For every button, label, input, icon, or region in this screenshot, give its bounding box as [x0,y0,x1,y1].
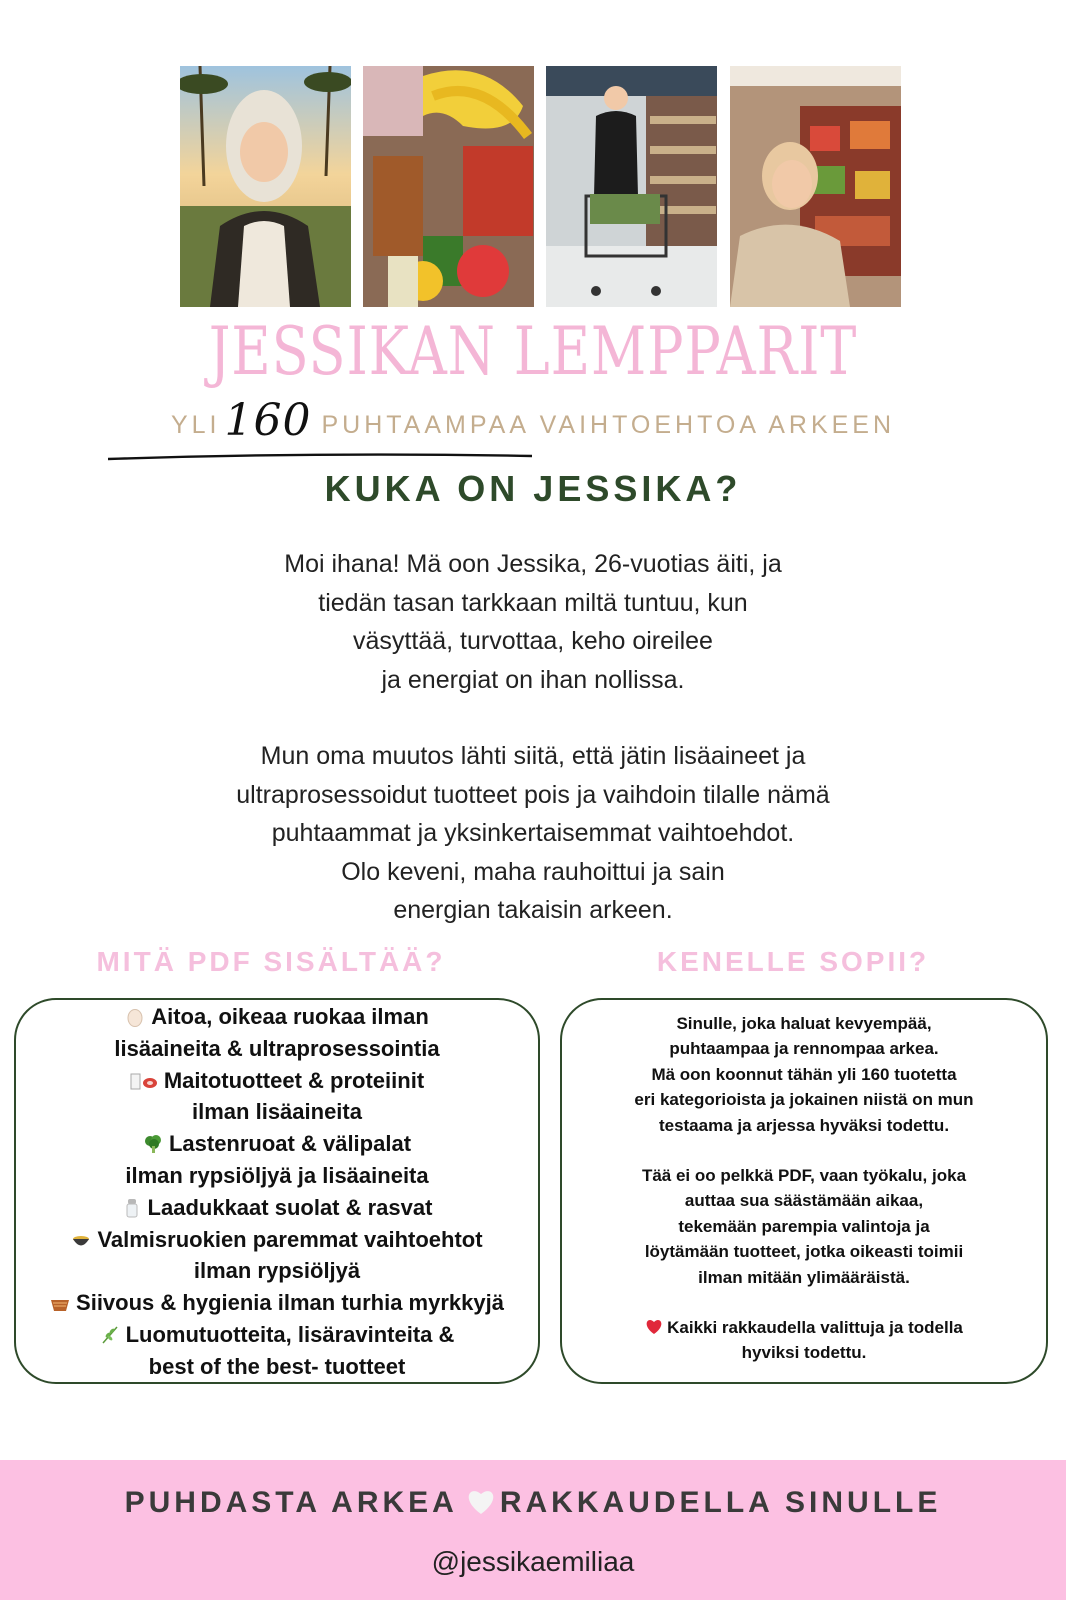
handdrawn-underline [108,452,532,462]
list-item-cont: best of the best- tuotteet [148,1353,406,1379]
about-line: Moi ihana! Mä oon Jessika, 26-vuotias äiti, ja [284,550,782,578]
list-item [16,1319,538,1351]
audience-line: löytämään tuotteet, jotka oikeasti toimii [644,1242,964,1262]
list-item-cont: ilman rypsiöljyä ja lisäaineita [125,1162,429,1188]
contents-heading: MITÄ PDF SISÄLTÄÄ? [96,946,446,977]
about-line: energian takaisin arkeen. [393,896,673,924]
audience-box [560,998,1048,1384]
milk-meat-icon [130,1071,158,1091]
about-line: puhtaammat ja yksinkertaisemmat vaihtoehdot. [271,819,795,847]
footer-tagline [0,1486,1066,1520]
about-line: Mun oma muutos lähti siitä, että jätin lisäaineet ja [260,742,806,770]
photo-produce-selfie [730,66,901,307]
list-item-text: Laadukkaat suolat & rasvat [147,1194,433,1220]
subtitle [0,396,1066,450]
audience-line: Sinulle, joka haluat kevyempää, [676,1014,932,1033]
audience-text [562,1011,1046,1366]
list-item [16,1065,538,1097]
herb-icon [100,1325,120,1345]
audience-line: Kaikki rakkaudella valittuja ja todella [562,1315,1046,1340]
page-title: JESSIKAN LEMPPARIT [208,313,858,390]
about-line: ja energiat on ihan nollissa. [381,665,685,694]
list-item [16,1224,538,1256]
list-item-text: Valmisruokien paremmat vaihtoehtot [97,1226,483,1252]
photo-strip [180,66,901,307]
list-item [16,1001,538,1033]
instagram-handle[interactable]: @jessikaemiliaa [431,1546,635,1577]
audience-line: auttaa sua säästämään aikaa, [684,1191,924,1211]
contents-box [14,998,540,1384]
about-line: ultraprosessoidut tuotteet pois ja vaihdoin tilalle nämä [236,780,830,809]
list-item [16,1128,538,1160]
about-line: Olo keveni, maha rauhoittui ja sain [341,857,725,886]
list-item-text: Siivous & hygienia ilman turhia myrkkyjä [76,1290,504,1316]
list-item-text: Luomutuotteita, lisäravinteita & [125,1321,455,1347]
subtitle-prefix: YLI [170,411,221,439]
list-item-cont: lisäaineita & ultraprosessointia [114,1035,440,1061]
audience-line: ilman mitään ylimääräistä. [698,1267,910,1287]
subtitle-suffix: PUHTAAMPAA VAIHTOEHTOA ARKEEN [321,411,896,439]
list-item [16,1192,538,1224]
photo-groceries [363,66,534,307]
footer-tagline-part2: RAKKAUDELLA SINULLE [499,1486,942,1519]
footer-banner [0,1460,1066,1600]
egg-icon [125,1007,145,1027]
list-item [16,1287,538,1319]
audience-line: Tää ei oo pelkkä PDF, vaan työkalu, joka [641,1166,967,1186]
about-line: tiedän tasan tarkkaan miltä tuntuu, kun [318,588,748,617]
basket-icon [50,1293,70,1313]
subtitle-number: 160 [224,395,312,446]
broccoli-icon [143,1134,163,1154]
audience-line: testaama ja arjessa hyväksi todettu. [658,1115,950,1135]
about-line: väsyttää, turvottaa, keho oireilee [353,627,713,655]
audience-line: tekemään parempia valintoja ja [678,1216,930,1236]
contents-list [16,1001,538,1383]
about-heading: KUKA ON JESSIKA? [324,468,742,509]
bowl-icon [71,1230,91,1250]
red-heart-icon [645,1319,663,1335]
list-item-text: Maitotuotteet & proteiinit [163,1067,425,1093]
list-item-text: Lastenruoat & välipalat [168,1131,412,1157]
list-item-cont: ilman rypsiöljyä [193,1258,361,1284]
list-item-cont: ilman lisäaineita [192,1099,362,1125]
white-heart-icon [466,1489,496,1515]
photo-beach-portrait [180,66,351,307]
salt-shaker-icon [122,1198,142,1218]
footer-tagline-part1: PUHDASTA ARKEA [124,1486,458,1519]
audience-heading: KENELLE SOPII? [656,946,930,977]
audience-line: eri kategorioista ja jokainen niistä on mun [634,1090,974,1110]
photo-store-cart [546,66,717,307]
about-text [130,545,936,930]
list-item-text: Aitoa, oikeaa ruokaa ilman [151,1004,429,1029]
audience-line: Mä oon koonnut tähän yli 160 tuotetta [651,1064,957,1084]
audience-line: hyviksi todettu. [741,1343,867,1363]
audience-line: puhtaampaa ja rennompaa arkea. [669,1039,939,1059]
